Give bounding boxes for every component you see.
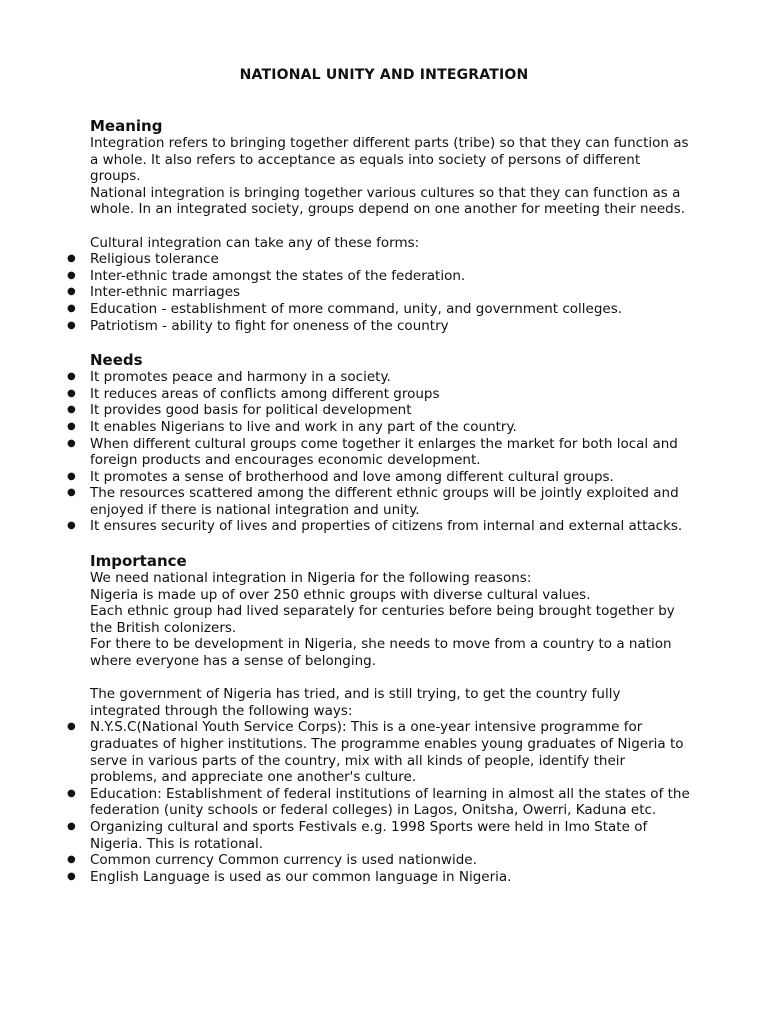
- section-heading-meaning: Meaning: [90, 117, 163, 135]
- list-item: ● It ensures security of lives and properties of citizens from internal and external attacks.: [90, 518, 690, 535]
- section-heading-needs: Needs: [90, 351, 143, 370]
- list-item: ● The resources scattered among the different ethnic groups will be jointly exploited and enjoyed if there is national integration and unity.: [90, 485, 690, 518]
- blank-line: [90, 670, 690, 687]
- section-heading-importance: Importance: [90, 552, 187, 571]
- paragraph: Integration refers to bringing together different parts (tribe) so that they can function as a whole. It also refers to acceptance as equals into society of persons of different groups.: [90, 135, 689, 185]
- list-item: ● Religious tolerance: [90, 251, 690, 268]
- list-item: ● Organizing cultural and sports Festivals e.g. 1998 Sports were held in Imo State of Nigeria. This is rotational.: [90, 819, 690, 852]
- list-item: ● Education: Establishment of federal institutions of learning in almost all the states of the federation (unity schools or federal colleges) in Lagos, Onitsha, Owerri, Kaduna etc.: [90, 786, 690, 819]
- paragraph: We need national integration in Nigeria for the following reasons:: [90, 570, 532, 587]
- document-body: [90, 117, 690, 885]
- paragraph: National integration is bringing together various cultures so that they can function as a whole. In an integrated society, groups depend on one another for meeting their needs.: [90, 184, 686, 218]
- list-item: ● It promotes peace and harmony in a society.: [90, 369, 690, 386]
- paragraph: Nigeria is made up of over 250 ethnic groups with diverse cultural values.: [90, 586, 591, 603]
- list-item: ● Common currency Common currency is used nationwide.: [90, 852, 690, 869]
- paragraph: For there to be development in Nigeria, she needs to move from a country to a nation where everyone has a sense of belonging.: [90, 636, 672, 670]
- list-item: ● When different cultural groups come together it enlarges the market for both local and foreign products and encourages economic development.: [90, 436, 690, 469]
- list-item: ● English Language is used as our common language in Nigeria.: [90, 869, 690, 886]
- list-item: ● It enables Nigerians to live and work in any part of the country.: [90, 419, 690, 436]
- list-item: ● It provides good basis for political development: [90, 402, 690, 419]
- list-item: ● Education - establishment of more command, unity, and government colleges.: [90, 301, 690, 318]
- list-item: ● It reduces areas of conflicts among different groups: [90, 386, 690, 403]
- list-item: ● Patriotism - ability to fight for oneness of the country: [90, 318, 690, 335]
- ways-list: [90, 719, 690, 885]
- document-title: NATIONAL UNITY AND INTEGRATION: [239, 67, 529, 83]
- list-item: ● It promotes a sense of brotherhood and love among different cultural groups.: [90, 469, 690, 486]
- list-item: ● Inter-ethnic trade amongst the states of the federation.: [90, 268, 690, 285]
- list-item: ● Inter-ethnic marriages: [90, 284, 690, 301]
- paragraph: Each ethnic group had lived separately for centuries before being brought together by the British colonizers.: [90, 603, 675, 636]
- paragraph: Cultural integration can take any of these forms:: [90, 234, 420, 251]
- blank-line: [90, 334, 690, 351]
- blank-line: [90, 535, 690, 552]
- forms-list: [90, 251, 690, 334]
- paragraph: The government of Nigeria has tried, and is still trying, to get the country fully integrated through the following ways:: [90, 686, 621, 719]
- needs-list: [90, 369, 690, 535]
- blank-line: [90, 218, 690, 235]
- list-item: ● N.Y.S.C(National Youth Service Corps): This is a one-year intensive programme for graduates of higher institutions. The programme enables young graduates of Nigeria to serve in various parts of the country, mix with all kinds of people, identify their problems, and appreciate one another's culture.: [90, 719, 690, 785]
